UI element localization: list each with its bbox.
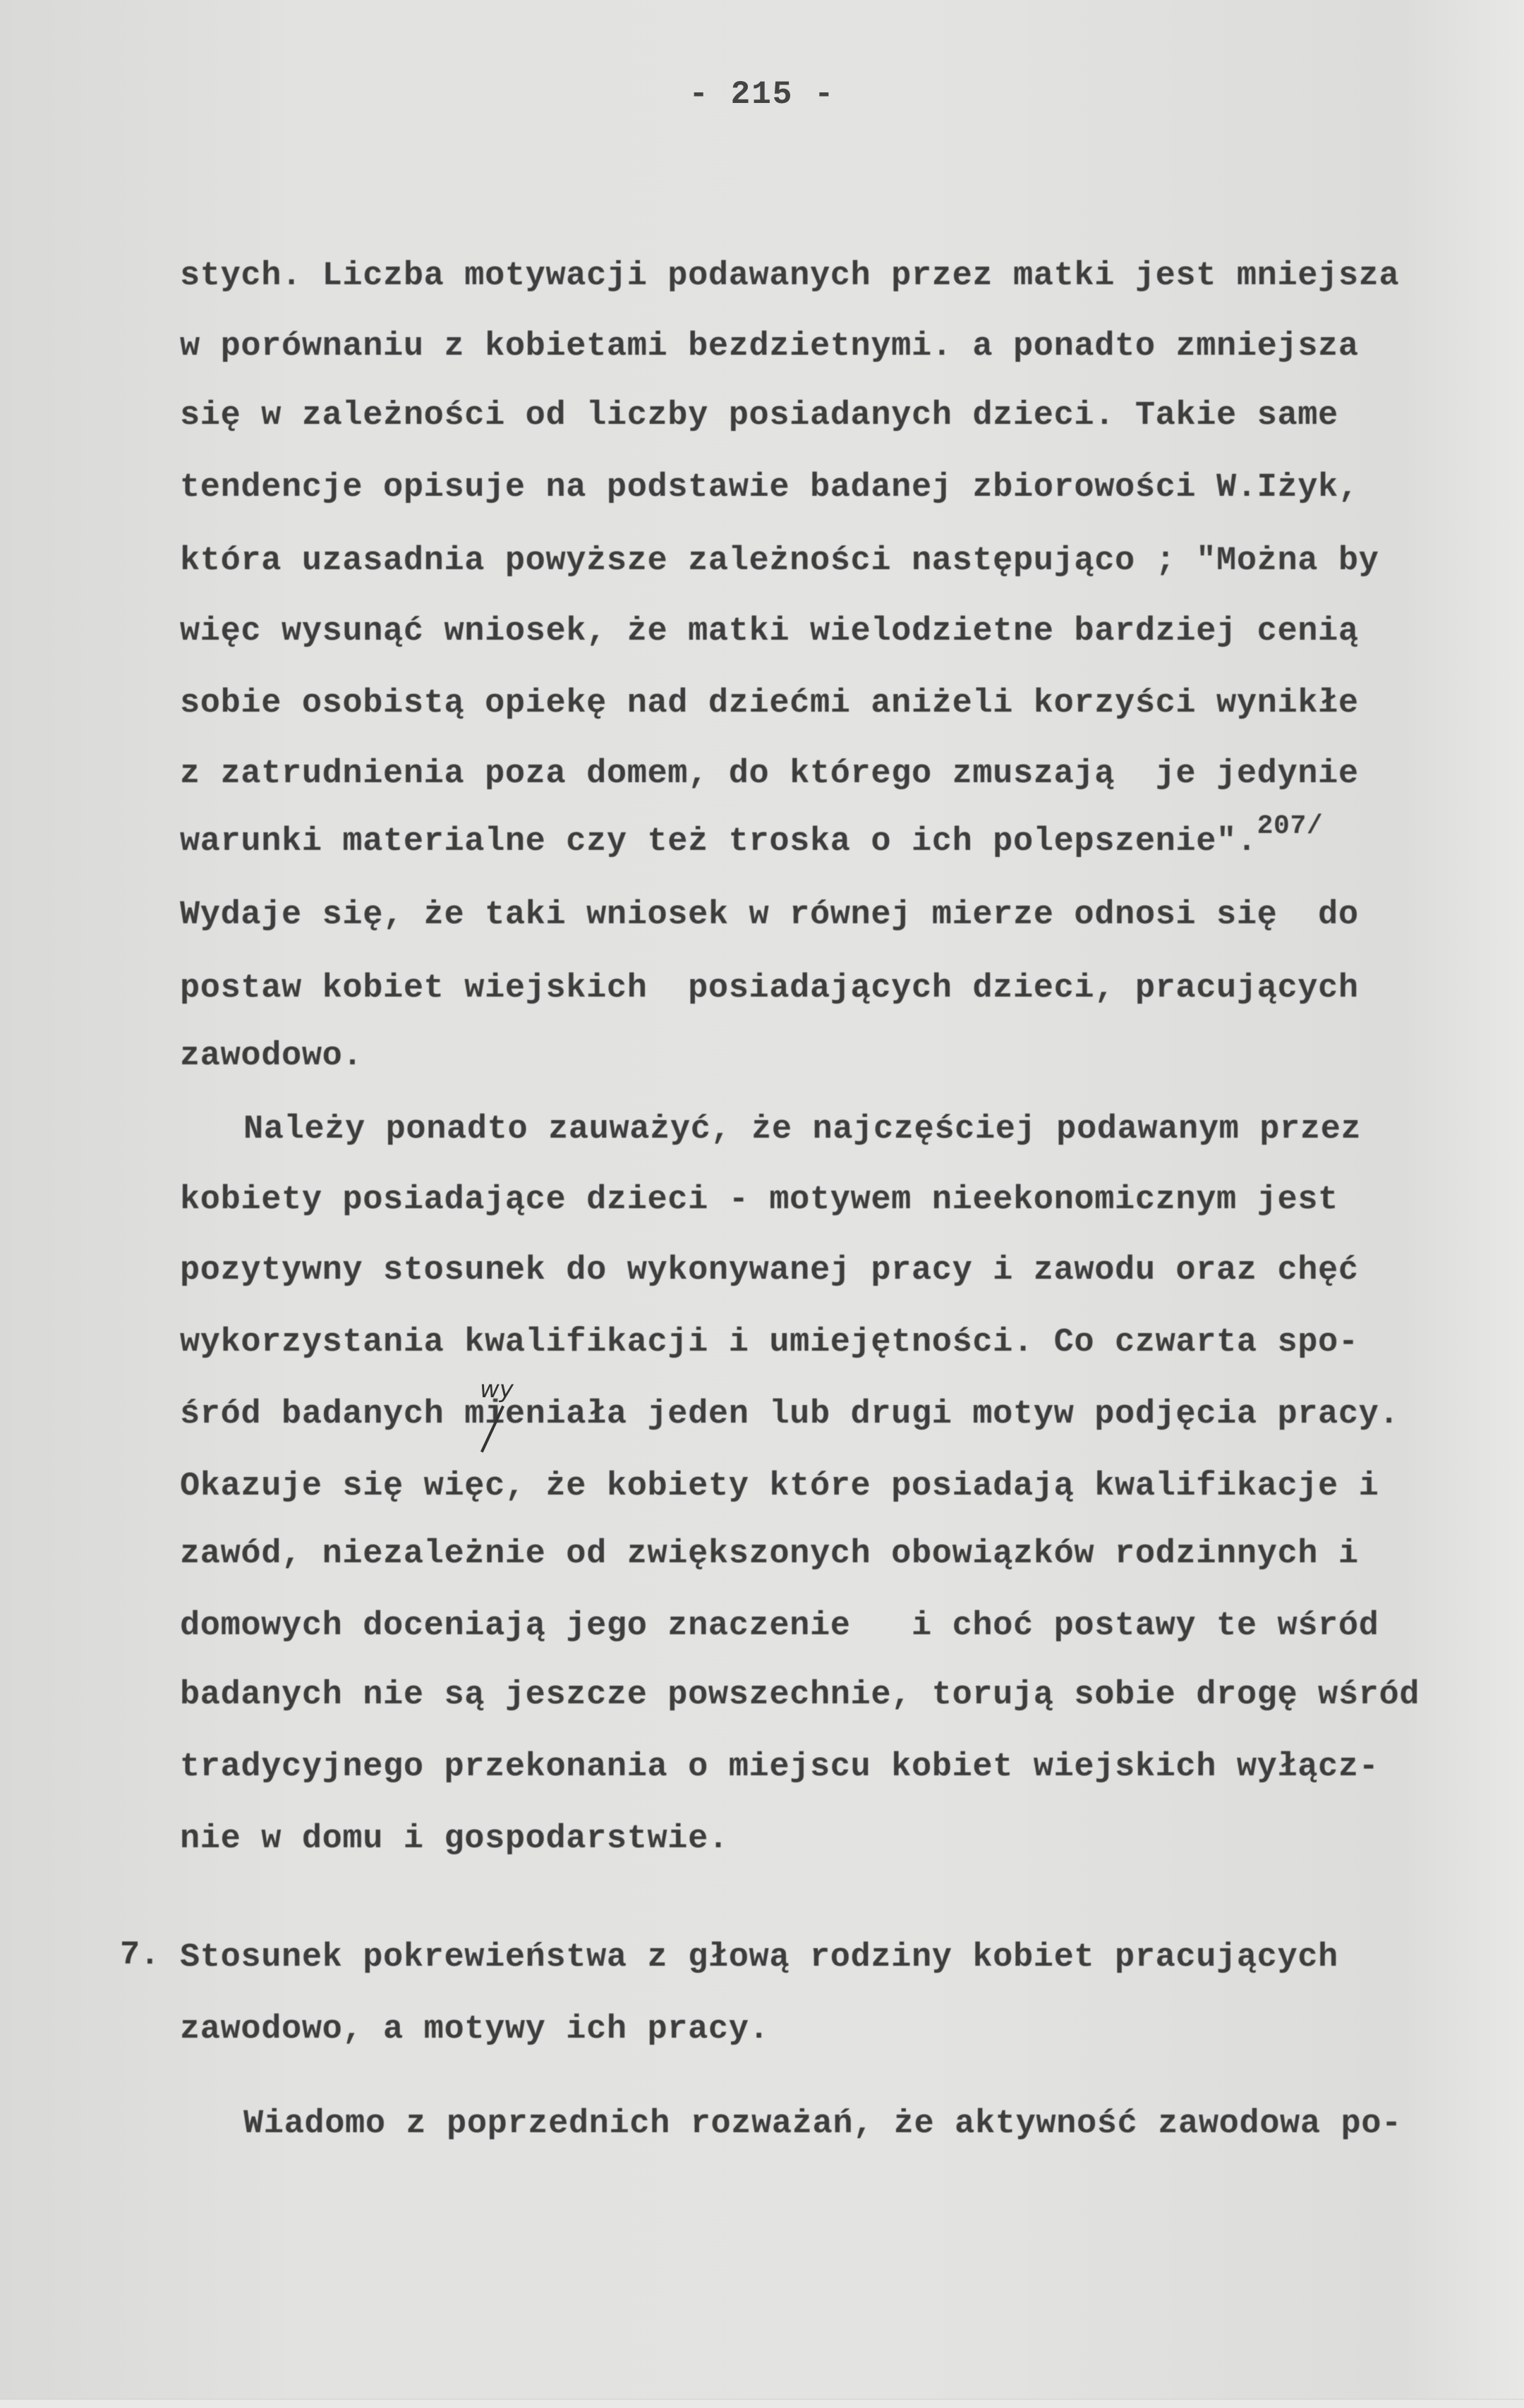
text-line: Wydaje się, że taki wniosek w równej mierze odnosi się do [180, 896, 1359, 934]
text-line: w porównaniu z kobietami bezdzietnymi. a ponadto zmniejsza [180, 328, 1359, 365]
text-line: Okazuje się więc, że kobiety które posiadają kwalifikacje i [180, 1468, 1379, 1505]
text-line: badanych nie są jeszcze powszechnie, torują sobie drogę wśród [180, 1677, 1420, 1714]
text-line: wykorzystania kwalifikacji i umiejętności. Co czwarta spo- [180, 1324, 1359, 1361]
text-line: kobiety posiadające dzieci - motywem nieekonomicznym jest [180, 1181, 1338, 1219]
text-line [180, 811, 1324, 865]
text-line: stych. Liczba motywacji podawanych przez matki jest mniejsza [180, 257, 1400, 295]
text-line: nie w domu i gospodarstwie. [180, 1820, 729, 1858]
text-line: postaw kobiet wiejskich posiadających dzieci, pracujących [180, 970, 1359, 1007]
section-title-line: Stosunek pokrewieństwa z głową rodziny kobiet pracujących [180, 1939, 1338, 1976]
text-line: zawodowo. [180, 1038, 363, 1075]
section-number: 7. [120, 1937, 160, 1974]
text-line: Wiadomo z poprzednich rozważań, że aktywność zawodowa po- [243, 2105, 1402, 2143]
text-line: która uzasadnia powyższe zależności następująco ; "Można by [180, 542, 1379, 580]
page-number: - 215 - [689, 76, 835, 113]
paper-edge [0, 2399, 1524, 2408]
text-line: tendencje opisuje na podstawie badanej zbiorowości W.Iżyk, [180, 469, 1359, 506]
text-line: zawód, niezależnie od zwiększonych obowiązków rodzinnych i [180, 1536, 1359, 1573]
quote-end: warunki materialne czy też troska o ich polepszenie". [180, 823, 1257, 861]
text-line: śród badanych mieniała jeden lub drugi motyw podjęcia pracy. [180, 1396, 1400, 1433]
text-line: sobie osobistą opiekę nad dziećmi aniżeli korzyści wynikłe [180, 685, 1359, 722]
text-line: Należy ponadto zauważyć, że najczęściej podawanym przez [243, 1111, 1362, 1148]
text-line: się w zależności od liczby posiadanych dzieci. Takie same [180, 397, 1338, 434]
text-line: z zatrudnienia poza domem, do którego zmuszają je jedynie [180, 755, 1359, 793]
text-line: pozytywny stosunek do wykonywanej pracy i zawodu oraz chęć [180, 1252, 1359, 1289]
section-title-line: zawodowo, a motywy ich pracy. [180, 2011, 770, 2048]
text-line: domowych doceniają jego znaczenie i choć postawy te wśród [180, 1607, 1379, 1645]
handwritten-correction: wy [480, 1375, 514, 1404]
text-line: więc wysunąć wniosek, że matki wielodzietne bardziej cenią [180, 613, 1359, 650]
text-line: tradycyjnego przekonania o miejscu kobiet wiejskich wyłącz- [180, 1749, 1379, 1786]
footnote-reference: 207/ [1257, 811, 1324, 841]
